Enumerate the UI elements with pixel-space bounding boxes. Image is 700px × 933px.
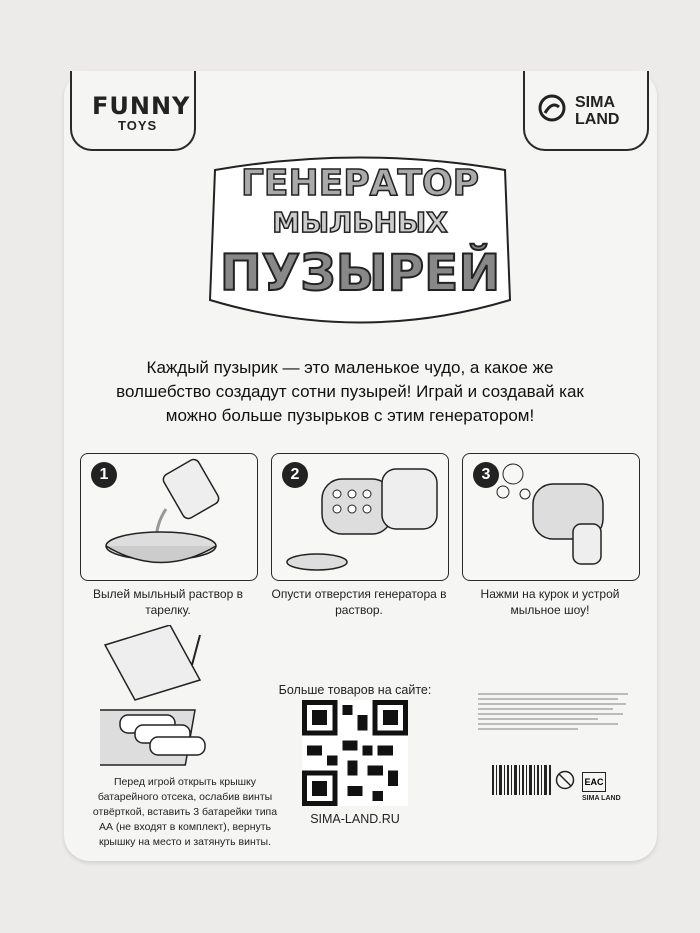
headline-text: Каждый пузырик — это маленькое чудо, а какое же волшебство создадут сотни пузырей! Играй и создавай как можно больше пузырьков с этим генератором! xyxy=(116,358,584,425)
sima-land-icon xyxy=(537,93,567,123)
battery-install-illustration xyxy=(100,625,230,775)
more-products-label: Больше товаров на сайте: xyxy=(278,683,432,697)
no-children-under-3-icon xyxy=(555,770,575,790)
step-2-panel xyxy=(271,453,449,581)
step-3-panel xyxy=(462,453,640,581)
sima-land-logo: SIMA LAND xyxy=(575,94,620,128)
step-2-caption: Опусти отверстия генератора в раствор. xyxy=(271,587,447,617)
step-2-number: 2 xyxy=(282,462,308,488)
barcode xyxy=(490,765,554,803)
step-1-panel xyxy=(80,453,258,581)
sima-land-small-logo: SIMA LAND xyxy=(582,795,621,802)
eac-mark: EAC xyxy=(582,772,606,792)
title-line1: ГЕНЕРАТОР xyxy=(240,163,480,204)
title-line3: ПУЗЫРЕЙ xyxy=(219,244,501,302)
title-line2: МЫЛЬНЫХ xyxy=(272,206,448,239)
product-title xyxy=(200,150,520,340)
funny-toys-logo: FUNNY xyxy=(92,92,191,120)
battery-instructions: Перед игрой открыть крышку батарейного отсека, ослабив винты отвёрткой, вставить 3 батарейки типа АА (не входят в комплект), вернуть крышку на место и затянуть винты. xyxy=(92,776,278,848)
step-3-caption: Нажми на курок и устрой мыльное шоу! xyxy=(480,587,620,617)
website-url: SIMA-LAND.RU xyxy=(310,812,400,826)
step-1-number: 1 xyxy=(91,462,117,488)
qr-code xyxy=(302,700,408,806)
step-1-caption: Вылей мыльный раствор в тарелку. xyxy=(93,587,243,617)
funny-toys-sub: TOYS xyxy=(118,118,158,133)
step-3-number: 3 xyxy=(473,462,499,488)
